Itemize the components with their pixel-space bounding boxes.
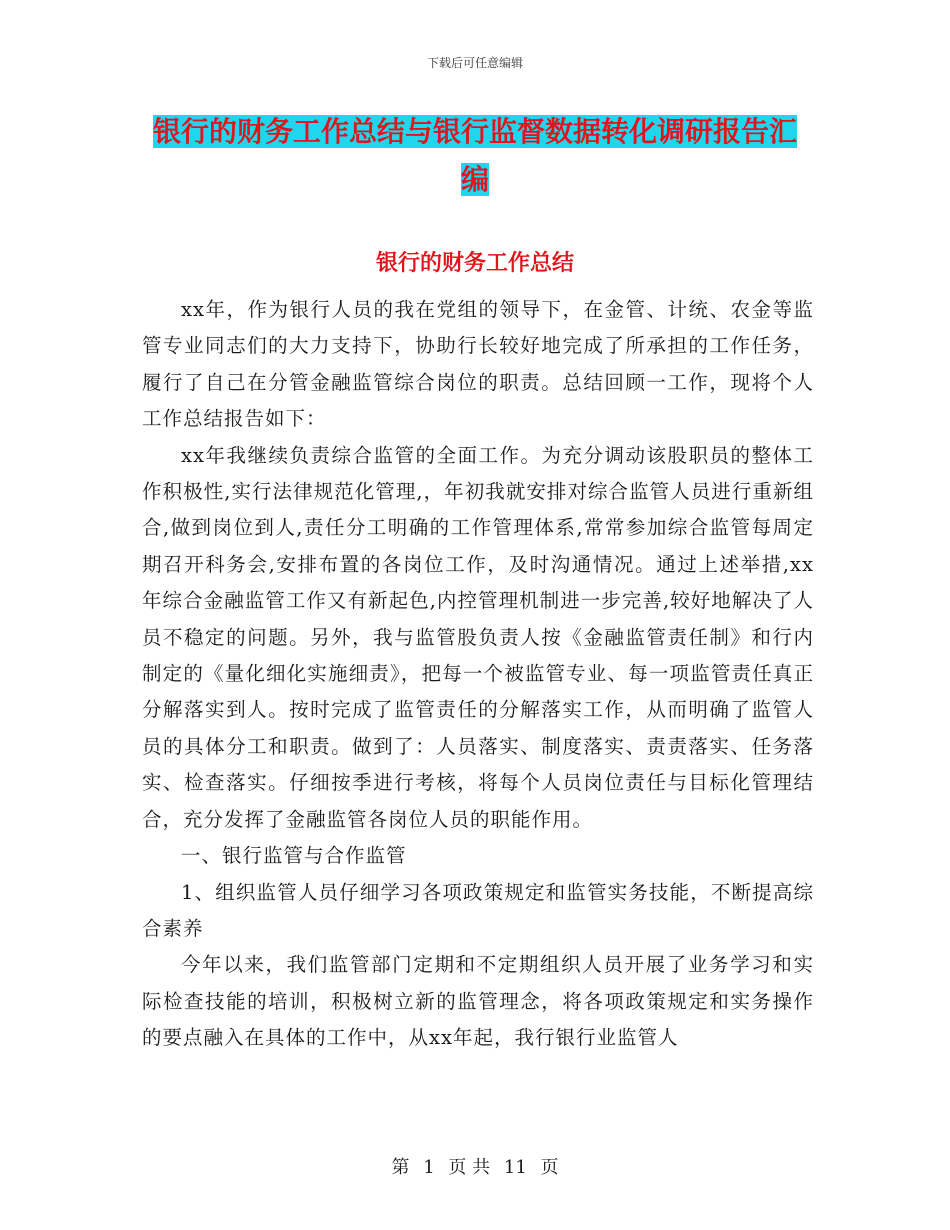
footer-prefix: 第 (391, 1157, 410, 1178)
page-number: 1 (423, 1157, 435, 1178)
section-title: 银行的财务工作总结 (375, 251, 574, 276)
document-title-line1: 银行的财务工作总结与银行监督数据转化调研报告汇 (152, 115, 797, 148)
document-title-line2: 编 (460, 163, 489, 196)
document-title (0, 108, 950, 204)
paragraph: xx年我继续负责综合监管的全面工作。为充分调动该股职员的整体工作积极性,实行法律规范化管理,，年初我就安排对综合监管人员进行重新组合,做到岗位到人,责任分工明确的工作管理体系,常常参加综合监管每周定期召开科务会,安排布置的各岗位工作，及时沟通情况。通过上述举措,xx年综合金融监管工作又有新起色,内控管理机制进一步完善,较好地解决了人员不稳定的问题。另外，我与监管股负责人按《金融监管责任制》和行内制定的《量化细化实施细责》，把每一个被监管专业、每一项监管责任真正分解落实到人。按时完成了监管责任的分解落实工作，从而明确了监管人员的具体分工和职责。做到了：人员落实、制度落实、责责落实、任务落实、检查落实。仔细按季进行考核，将每个人员岗位责任与目标化管理结合，充分发挥了金融监管各岗位人员的职能作用。 (142, 443, 814, 831)
page-footer (0, 1153, 950, 1179)
page-header: 下载后可任意编辑 (426, 56, 523, 70)
footer-mid: 页 共 (448, 1157, 491, 1178)
paragraph: 1、组织监管人员仔细学习各项政策规定和监管实务技能，不断提高综合素养 (142, 880, 814, 940)
footer-suffix: 页 (540, 1157, 559, 1178)
total-pages: 11 (503, 1157, 527, 1178)
paragraph: 今年以来，我们监管部门定期和不定期组织人员开展了业务学习和实际检查技能的培训，积极树立新的监管理念，将各项政策规定和实务操作的要点融入在具体的工作中，从xx年起，我行银行业监管人 (142, 953, 814, 1050)
body-text (142, 292, 814, 1057)
subheading: 一、银行监管与合作监管 (181, 844, 407, 868)
paragraph: xx年，作为银行人员的我在党组的领导下，在金管、计统、农金等监管专业同志们的大力支持下，协助行长较好地完成了所承担的工作任务，履行了自己在分管金融监管综合岗位的职责。总结回顾一工作，现将个人工作总结报告如下： (142, 298, 814, 431)
